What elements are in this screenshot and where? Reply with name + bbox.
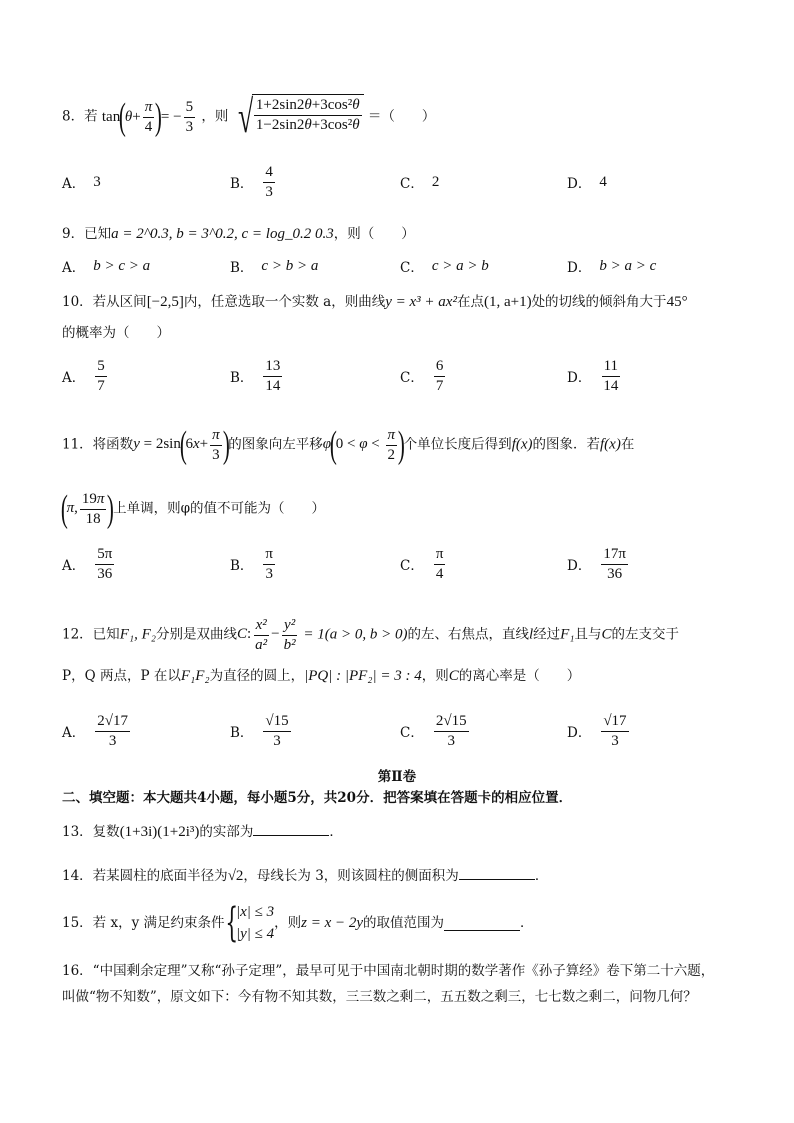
q11-options <box>62 544 762 584</box>
q12-option-a[interactable]: A． $\frac{2√17}{3}$ <box>62 713 128 749</box>
q8-option-a[interactable]: A． 3 <box>62 173 101 192</box>
question-16-line-1: 16．“中国剩余定理”又称“孙子定理”，最早可见于中国南北朝时期的数学著作《孙子算经》卷下第二十六题， <box>62 963 715 979</box>
question-11-line-1: 11．将函数y = 2sin(6x+ $\frac{\pi}{3}$ )的图象向左平移φ(0 < φ < $\frac{\pi}{2}$ )个单位长度后得到f(x)的图象．若f(x)在 <box>62 424 635 466</box>
q12-options <box>62 711 762 751</box>
q12-option-c[interactable]: C． $\frac{2√15}{3}$ <box>400 713 467 749</box>
question-8 <box>62 91 436 142</box>
q9-options <box>62 246 762 286</box>
q9-label: 9．已知 <box>62 226 112 242</box>
q9-option-b[interactable]: B． c > b > a <box>230 257 319 276</box>
q9-tail: ，则（ ） <box>333 226 415 242</box>
section-title: 第Ⅱ卷 <box>377 769 417 785</box>
q9-math: a = 2^0.3, b = 3^0.2, c = log_0.2 0.3 <box>111 226 334 242</box>
q8-option-b[interactable]: B． $\frac{4}{3}$ <box>230 164 273 200</box>
q12-option-d[interactable]: D． $\frac{√17}{3}$ <box>567 713 627 749</box>
q10-options <box>62 356 762 396</box>
q11-option-a[interactable]: A． $\frac{5\pi}{36}$ <box>62 546 113 582</box>
q11-option-d[interactable]: D． $\frac{17\pi}{36}$ <box>567 546 626 582</box>
question-9 <box>62 224 415 244</box>
question-11-line-2: (π, $\frac{19\pi}{18}$ )上单调，则φ的值不可能为（ ） <box>60 488 326 530</box>
q8-sqrt-expression: √ $\frac{\text{1+2sin2θ+3cos²θ}}{\text{1−2sin2θ+3cos²θ}}$ <box>233 94 364 140</box>
q12-option-b[interactable]: B． $\frac{√15}{3}$ <box>230 713 289 749</box>
q9-option-a[interactable]: A． b > c > a <box>62 257 151 276</box>
q15-answer-blank[interactable] <box>444 916 520 931</box>
q10-option-b[interactable]: B． $\frac{13}{14}$ <box>230 358 281 394</box>
question-14: 14．若某圆柱的底面半径为√2，母线长为 3，则该圆柱的侧面积为 ． <box>62 865 548 886</box>
question-12-line-2: P，Q 两点，P 在以F₁F₂为直径的圆上，|PQ| : |PF₂| = 3 : 4，则C的离心率是（ ） <box>62 668 581 684</box>
q8-option-d[interactable]: D． 4 <box>567 173 607 192</box>
q9-option-c[interactable]: C． c > a > b <box>400 257 489 276</box>
q8-mid: ，则 <box>201 108 229 125</box>
q14-answer-blank[interactable] <box>459 865 535 880</box>
q13-answer-blank[interactable] <box>253 821 329 836</box>
question-10-line-2: 的概率为（ ） <box>62 325 170 341</box>
q11-option-b[interactable]: B． $\frac{\pi}{3}$ <box>230 546 273 582</box>
q8-tan-expression: tan(θ+ $\frac{\pi}{4}$ )= − $\frac{5}{3}$ <box>101 96 194 139</box>
q8-tail: ＝（ ） <box>367 108 436 125</box>
q8-option-c[interactable]: C． 2 <box>400 173 440 192</box>
question-12-line-1: 12．已知F₁, F₂分别是双曲线C: $\frac{\text{x²}}{\text{a²}}$ − $\frac{\text{y²}}{\text{b²}}$ = 1(a > 0, b > 0)的左、右焦点，直线l经过F₁且与C的左支交于 <box>62 617 680 653</box>
q10-option-a[interactable]: A． $\frac{5}{7}$ <box>62 358 105 394</box>
q8-options <box>62 162 762 202</box>
q9-option-d[interactable]: D． b > a > c <box>567 257 657 276</box>
q8-label: 8．若 <box>62 108 98 125</box>
question-13: 13．复数(1+3i)(1+2i³)的实部为 ． <box>62 821 343 842</box>
question-15: 15．若 x，y 满足约束条件 { |x| ≤ 3 |y| ≤ 4 ，则 z = x − 2y 的取值范围为 ． <box>62 900 534 946</box>
question-16-line-2: 叫做“物不知数”，原文如下：今有物不知其数，三三数之剩二，五五数之剩三，七七数之剩二，问物几何？ <box>62 989 697 1005</box>
q10-option-d[interactable]: D． $\frac{11}{14}$ <box>567 358 619 394</box>
q10-option-c[interactable]: C． $\frac{6}{7}$ <box>400 358 444 394</box>
section-heading: 二、填空题：本大题共4小题，每小题5分，共20分．把答案填在答题卡的相应位置． <box>62 790 573 806</box>
q11-option-c[interactable]: C． $\frac{\pi}{4}$ <box>400 546 444 582</box>
question-10-line-1: 10．若从区间[−2,5]内，任意选取一个实数 a，则曲线y = x³ + ax²在点(1, a+1)处的切线的倾斜角大于45° <box>62 294 688 310</box>
